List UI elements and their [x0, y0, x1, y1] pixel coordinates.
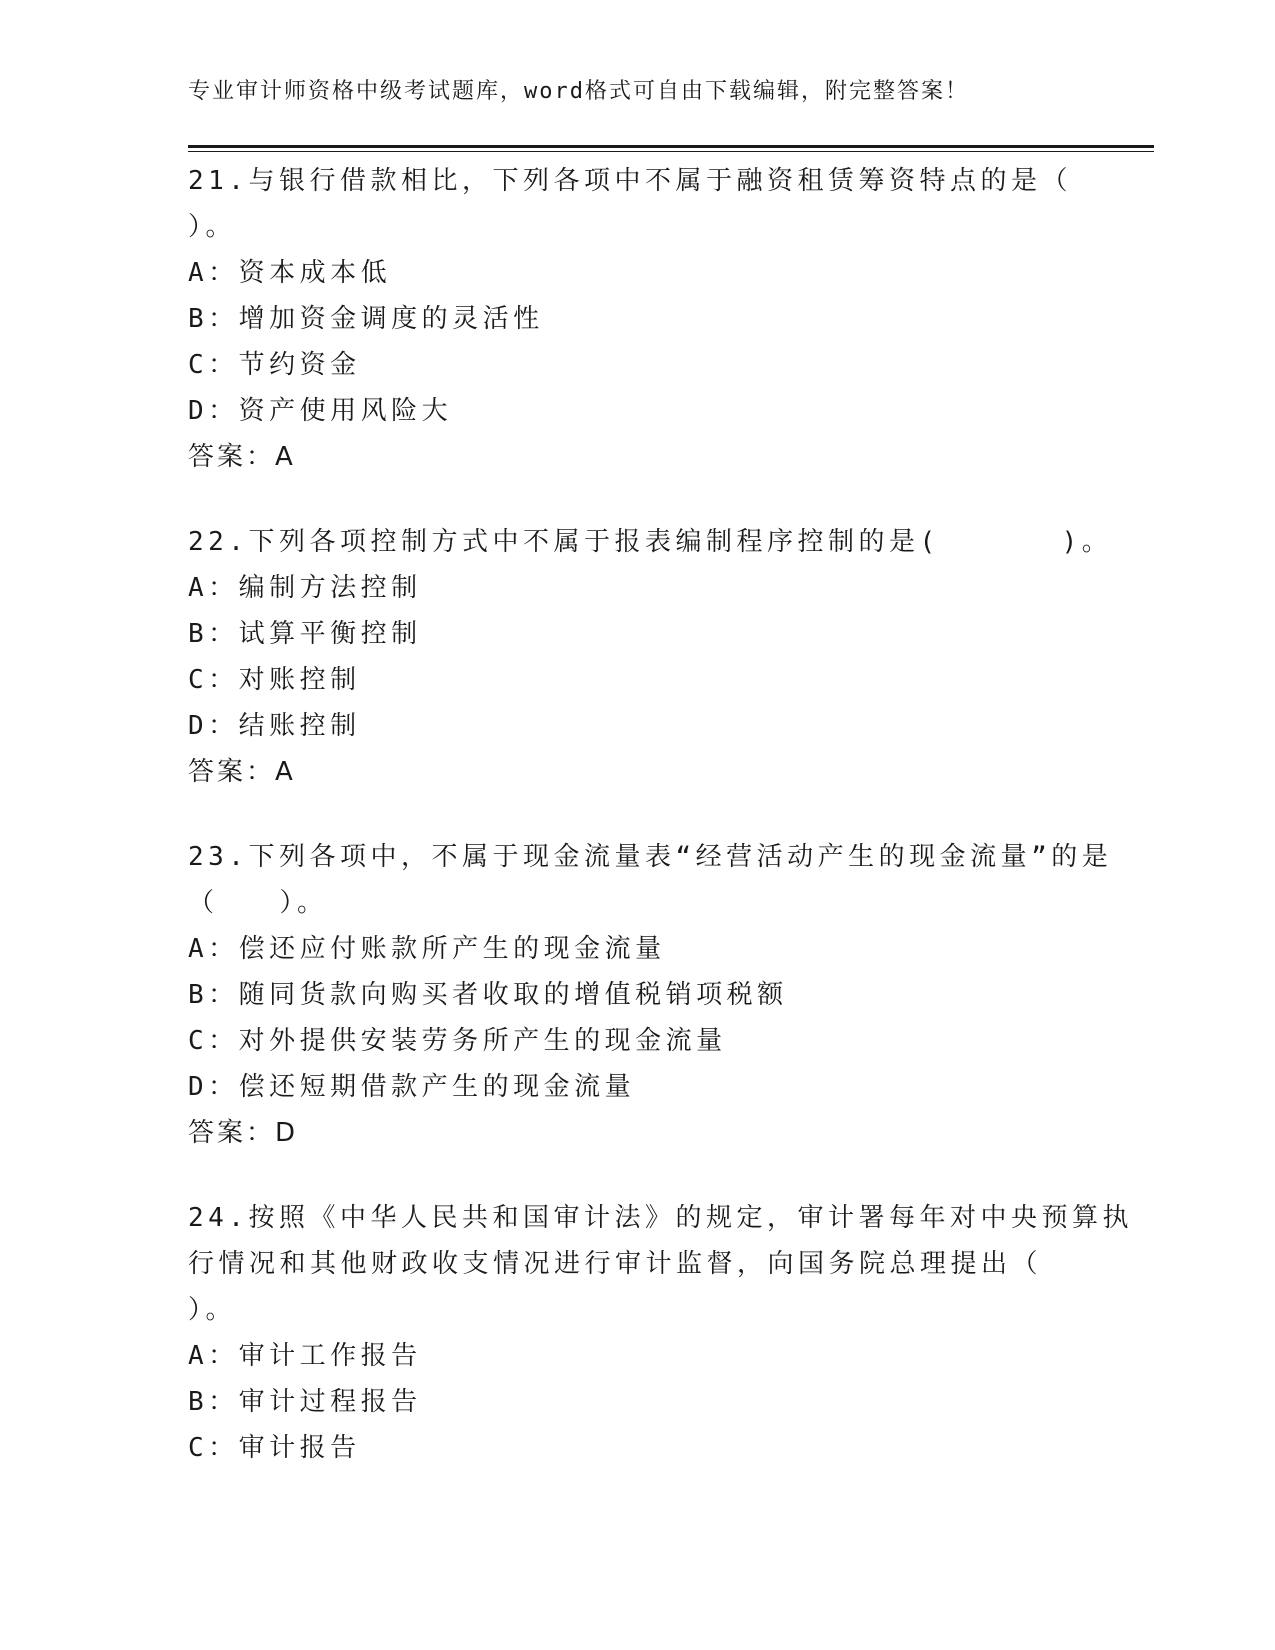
- question-stem: 23.下列各项中，不属于现金流量表“经营活动产生的现金流量”的是: [188, 842, 1113, 872]
- option-a: A：资本成本低: [188, 258, 392, 288]
- option-d: D：偿还短期借款产生的现金流量: [188, 1072, 636, 1102]
- question-list: [188, 158, 1133, 1510]
- question-stem: 22.下列各项控制方式中不属于报表编制程序控制的是( )。: [188, 527, 1113, 557]
- option-b: B：审计过程报告: [188, 1387, 422, 1417]
- option-c: C：审计报告: [188, 1433, 361, 1463]
- answer: 答案：A: [188, 757, 296, 787]
- header-rule-thick: [188, 145, 1154, 148]
- question-stem: （ ）。: [188, 888, 328, 918]
- question-stem: 24.按照《中华人民共和国审计法》的规定，审计署每年对中央预算执: [188, 1203, 1133, 1233]
- question-22: [188, 519, 1113, 795]
- option-d: D：结账控制: [188, 711, 361, 741]
- answer: 答案：D: [188, 1118, 299, 1148]
- option-c: C：节约资金: [188, 350, 361, 380]
- question-stem: ）。: [188, 1295, 237, 1325]
- question-stem: 21.与银行借款相比，下列各项中不属于融资租赁筹资特点的是（: [188, 166, 1072, 196]
- option-a: A：审计工作报告: [188, 1341, 422, 1371]
- option-a: A：编制方法控制: [188, 573, 422, 603]
- question-24: [188, 1195, 1133, 1471]
- answer: 答案：A: [188, 442, 296, 472]
- option-c: C：对外提供安装劳务所产生的现金流量: [188, 1026, 727, 1056]
- option-a: A：偿还应付账款所产生的现金流量: [188, 934, 666, 964]
- question-stem: ）。: [188, 212, 237, 242]
- document-header: 专业审计师资格中级考试题库，word格式可自由下载编辑，附完整答案！: [188, 79, 969, 104]
- question-stem: 行情况和其他财政收支情况进行审计监督，向国务院总理提出（: [188, 1249, 1043, 1279]
- option-d: D：资产使用风险大: [188, 396, 453, 426]
- option-b: B：随同货款向购买者收取的增值税销项税额: [188, 980, 788, 1010]
- header-rule-thin: [188, 151, 1154, 152]
- option-c: C：对账控制: [188, 665, 361, 695]
- question-21: [188, 158, 1088, 480]
- question-23: [188, 834, 1113, 1156]
- option-b: B：增加资金调度的灵活性: [188, 304, 544, 334]
- option-b: B：试算平衡控制: [188, 619, 422, 649]
